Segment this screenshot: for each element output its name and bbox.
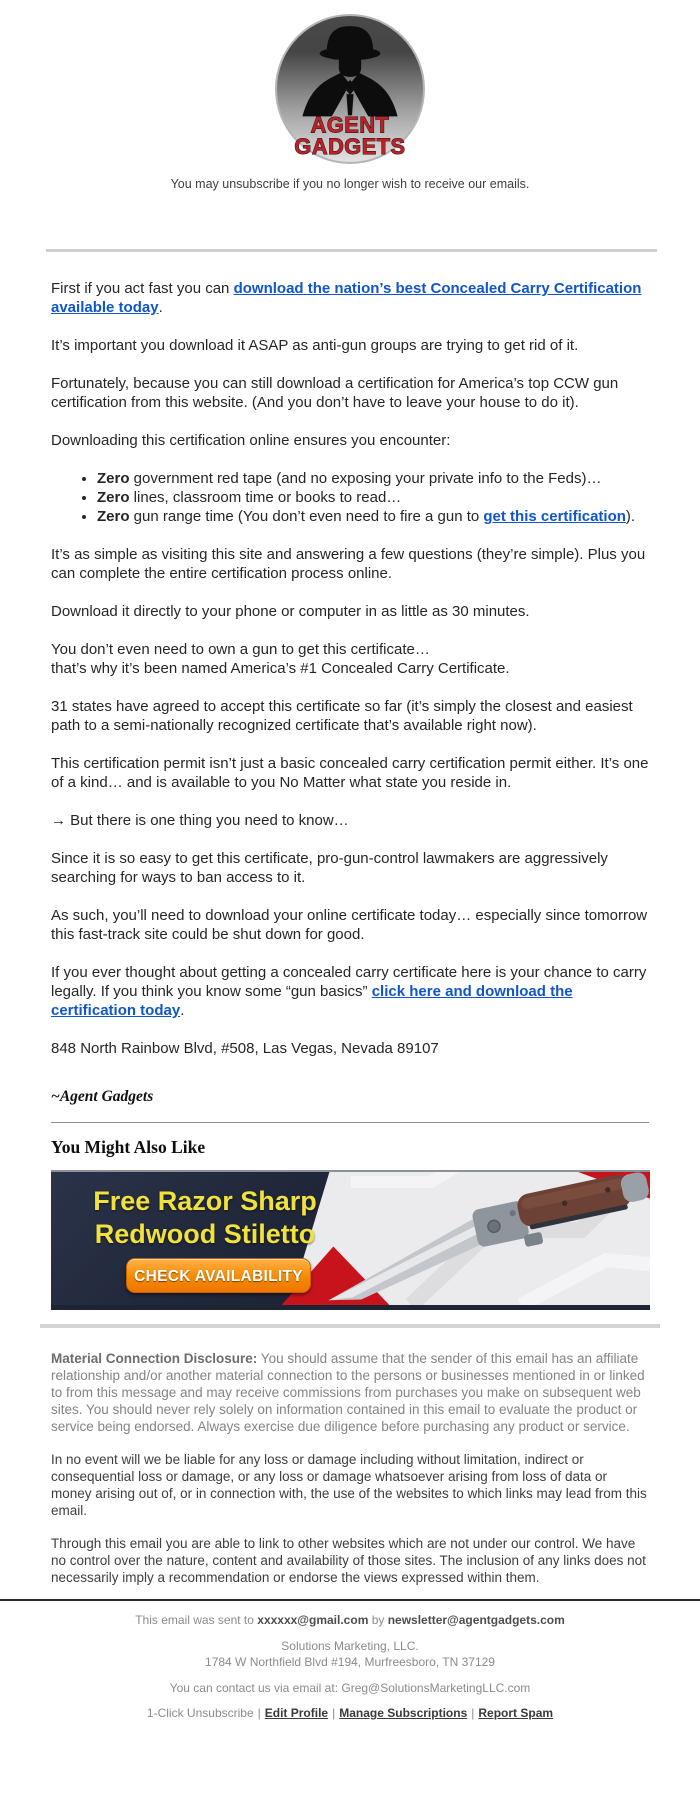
zero-benefits-list [51,469,651,526]
banner-title-line1: Free Razor Sharp [93,1186,317,1216]
list-item-text: government red tape (and no exposing your private info to the Feds)… [129,470,602,487]
agent-gadgets-logo [274,13,426,165]
one-click-unsubscribe-link[interactable]: 1-Click Unsubscribe [146,1706,254,1720]
list-item-text: gun range time (You don’t even need to fire a gun to [129,508,484,525]
banner-title-line2: Redwood Stiletto [94,1219,316,1249]
contact-line: You can contact us via email at: Greg@SolutionsMarketingLLC.com [169,1681,531,1695]
disclosure-text: You should assume that the sender of this email has an affiliate relationship and/or another material connection to the persons or businesses mentioned in or linked to from this message and may receive commissions from purchases you make on subsequent web sites. You should never rely solely on information contained in this email to evaluate the product or service being endorsed. Always exercise due diligence before purchasing any product or service. [51,1351,645,1434]
unsubscribe-note: You may unsubscribe if you no longer wish to receive our emails. [170,177,530,191]
click-here-download-link[interactable]: click here and download the certification today [51,983,573,1019]
email-footer [0,1613,700,1736]
body-paragraph [51,279,651,317]
paragraph-text: First if you act fast you can [51,280,234,297]
you-might-also-like-heading: You Might Also Like [51,1137,206,1157]
stiletto-ad-banner[interactable] [51,1170,650,1310]
material-connection-disclosure [51,1350,651,1435]
company-name: Solutions Marketing, LLC. [281,1639,419,1653]
recipient-email: xxxxxx@gmail.com [257,1613,369,1627]
banner-title [69,1185,341,1251]
footer-divider [0,1599,700,1601]
body-paragraph: Downloading this certification online ensures you encounter: [51,432,451,449]
report-spam-link[interactable]: Report Spam [478,1706,554,1720]
section-divider-mid [51,1122,649,1123]
section-divider-thick [40,1324,660,1328]
paragraph-text: If you ever thought about getting a concealed carry certificate here is your chance to carry legally. If you think you know some “gun basics” [51,964,647,1000]
download-certification-link[interactable]: download the nation’s best Concealed Carry Certification available today [51,280,642,316]
edit-profile-link[interactable]: Edit Profile [264,1706,329,1720]
body-paragraph: Since it is so easy to get this certificate, pro-gun-control lawmakers are aggressively searching for ways to ban access to it. [51,850,608,886]
paragraph-text: . [180,1002,185,1019]
sender-address: 848 North Rainbow Blvd, #508, Las Vegas, Nevada 89107 [51,1040,439,1057]
link-separator: | [257,1706,261,1720]
list-item-bold: Zero [97,508,130,525]
list-item [97,507,651,526]
sent-by-text: by [368,1613,388,1627]
body-paragraph: Fortunately, because you can still download a certification for America’s top CCW gun certification from this website. (And you don’t have to leave your house to do it). [51,375,619,411]
body-paragraph: It’s important you download it ASAP as anti-gun groups are trying to get rid of it. [51,337,579,354]
disclosure-lead: Material Connection Disclosure: [51,1351,258,1366]
list-item-text: ). [625,508,636,525]
body-paragraph: It’s as simple as visiting this site and answering a few questions (they’re simple). Plus you can complete the entire certification process online. [51,546,646,582]
sent-to-text: This email was sent to [135,1613,258,1627]
body-paragraph [51,963,651,1020]
list-item-bold: Zero [97,470,130,487]
list-item-text: lines, classroom time or books to read… [129,489,402,506]
body-paragraph: This certification permit isn’t just a basic concealed carry certification permit either. It’s one of a kind… and is available to you No Matter what state you reside in. [51,755,649,791]
sender-email: newsletter@agentgadgets.com [387,1613,565,1627]
sent-to-line [0,1613,700,1627]
body-paragraph: Download it directly to your phone or computer in as little as 30 minutes. [51,603,530,620]
logo-text-line2: GADGETS [294,133,406,159]
liability-paragraph: In no event will we be liable for any loss or damage including without limitation, indirect or consequential loss or damage, or any loss or damage whatsoever arising from loss of data or money arising out of, or in connection with, the use of the websites to which links may lead from this email. [51,1452,647,1518]
link-separator: | [471,1706,475,1720]
body-paragraph: → But there is one thing you need to know… [51,812,349,829]
disclosure-section [0,1350,700,1586]
logo-text-line1: AGENT [310,112,390,138]
get-certification-link[interactable]: get this certification [483,508,626,525]
list-item-bold: Zero [97,489,130,506]
stiletto-knife-image [315,1172,650,1302]
body-paragraph: As such, you’ll need to download your online certificate today… especially since tomorrow this fast-track site could be shut down for good. [51,907,648,943]
footer-links [0,1706,700,1720]
paragraph-text: . [158,299,163,316]
list-item [97,488,651,507]
check-availability-button[interactable]: CHECK AVAILABILITY [126,1258,311,1293]
section-divider-top [46,249,657,252]
body-paragraph: 31 states have agreed to accept this certificate so far (it’s simply the closest and easiest path to a semi-nationally recognized certificate that’s available right now). [51,698,633,734]
signature: ~Agent Gadgets [51,1088,154,1105]
list-item [97,469,651,488]
email-body [0,279,700,1058]
company-address: 1784 W Northfield Blvd #194, Murfreesboro, TN 37129 [205,1655,495,1669]
link-separator: | [332,1706,336,1720]
external-links-paragraph: Through this email you are able to link to other websites which are not under our control. We have no control over the nature, content and availability of those sites. The inclusion of any links does not necessarily imply a recommendation or endorse the views expressed within them. [51,1536,646,1585]
body-paragraph [51,640,651,678]
paragraph-text: You don’t even need to own a gun to get this certificate… [51,641,430,658]
manage-subscriptions-link[interactable]: Manage Subscriptions [339,1706,468,1720]
paragraph-text: that’s why it’s been named America’s #1 Concealed Carry Certificate. [51,660,510,677]
email-header [0,0,700,191]
